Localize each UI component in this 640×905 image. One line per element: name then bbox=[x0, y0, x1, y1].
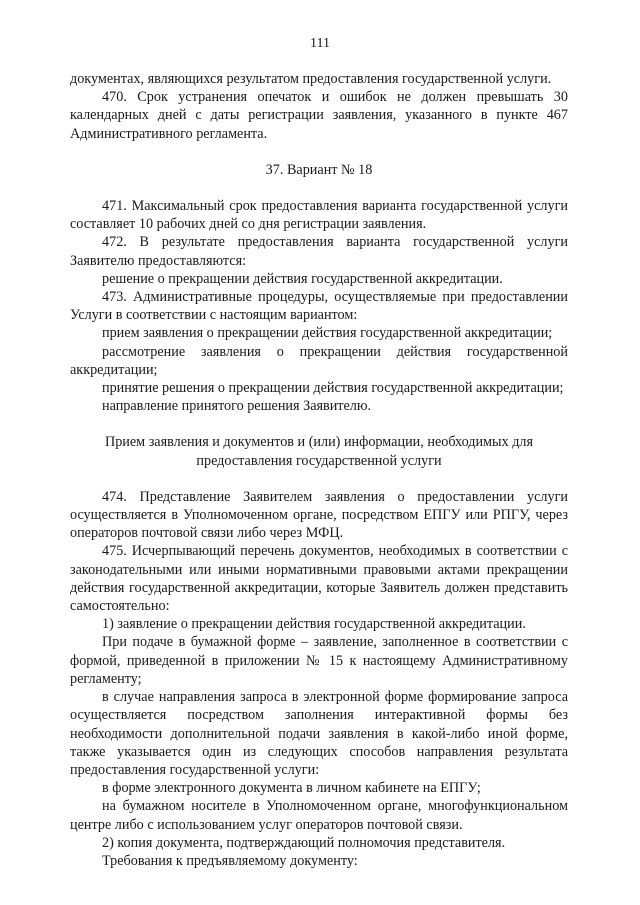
paragraph-470: 470. Срок устранения опечаток и ошибок не должен превышать 30 календарных дней с даты регистрации заявления, указанного в пункте 467 Административного регламента. bbox=[70, 89, 568, 142]
document-body bbox=[70, 70, 568, 870]
paragraph-473-item-1: прием заявления о прекращении действия государственной аккредитации; bbox=[102, 325, 553, 342]
paragraph-472: 472. В результате предоставления варианта государственной услуги Заявителю предоставляются: bbox=[70, 234, 568, 269]
paragraph-475-electronic-form: в случае направления запроса в электронной форме формирование запроса осуществляется посредством заполнения интерактивной формы без необходимости дополнительной подачи заявления в какой-либо иной форме, также указывается один из следующих способов направления результата предоставления государственной услуги: bbox=[70, 689, 568, 778]
paragraph-475-requirements: Требования к предъявляемому документу: bbox=[102, 852, 358, 869]
paragraph-474: 474. Представление Заявителем заявления о предоставлении услуги осуществляется в Уполномоченном органе, посредством ЕПГУ или РПГУ, через операторов почтовой связи либо через МФЦ. bbox=[70, 488, 568, 542]
paragraph-continuation: документах, являющихся результатом предоставления государственной услуги. bbox=[70, 71, 552, 87]
subsection-heading-line-2: предоставления государственной услуги bbox=[196, 452, 442, 469]
paragraph-475-item-2: 2) копия документа, подтверждающий полномочия представителя. bbox=[102, 834, 506, 851]
paragraph-473-item-4: направление принятого решения Заявителю. bbox=[102, 398, 372, 415]
section-heading-variant-18: 37. Вариант № 18 bbox=[265, 161, 373, 178]
paragraph-473-item-2: рассмотрение заявления о прекращении действия государственной аккредитации; bbox=[70, 343, 568, 378]
paragraph-475-paper-form: При подаче в бумажной форме – заявление, заполненное в соответствии с формой, приведенной в приложении № 15 к настоящему Административному регламенту; bbox=[70, 634, 568, 687]
paragraph-473-item-3: принятие решения о прекращении действия государственной аккредитации; bbox=[102, 380, 564, 397]
page-number: 111 bbox=[310, 36, 330, 51]
paragraph-475-epgu: в форме электронного документа в личном кабинете на ЕПГУ; bbox=[102, 780, 481, 797]
subsection-heading-line-1: Прием заявления и документов и (или) информации, необходимых для bbox=[104, 434, 534, 451]
paragraph-475: 475. Исчерпывающий перечень документов, необходимых в соответствии с законодательными или иными нормативными правовыми актами прекращении действия государственной аккредитации, которые Заявитель должен представить самостоятельно: bbox=[70, 543, 568, 615]
paragraph-471: 471. Максимальный срок предоставления варианта государственной услуги составляет 10 рабочих дней со дня регистрации заявления. bbox=[70, 198, 568, 233]
paragraph-475-paper-carrier: на бумажном носителе в Уполномоченном органе, многофункциональном центре либо с использованием услуг операторов почтовой связи. bbox=[70, 798, 568, 833]
paragraph-475-item-1: 1) заявление о прекращении действия государственной аккредитации. bbox=[102, 616, 526, 633]
paragraph-473: 473. Административные процедуры, осуществляемые при предоставлении Услуги в соответствии с настоящим вариантом: bbox=[70, 289, 568, 324]
paragraph-472-item: решение о прекращении действия государственной аккредитации. bbox=[102, 270, 503, 287]
